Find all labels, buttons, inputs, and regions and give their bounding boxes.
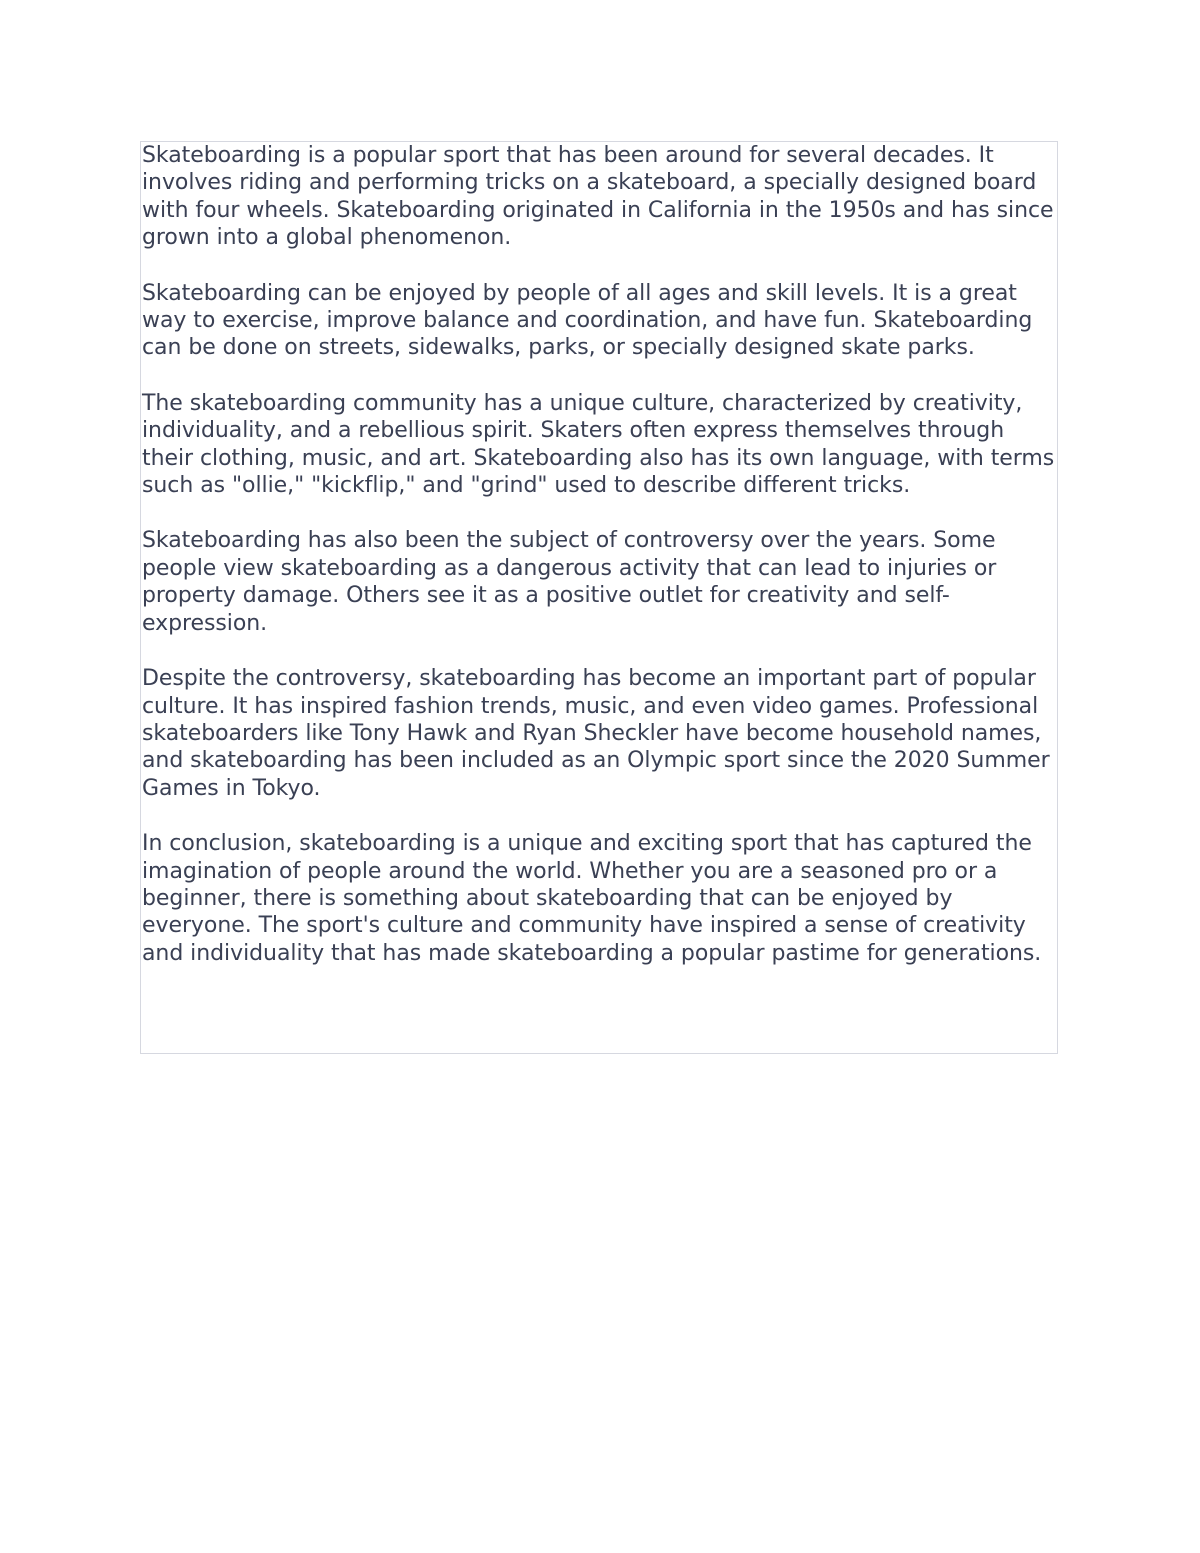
paragraph-intro: Skateboarding is a popular sport that has been around for several decades. It involves riding and performing tricks on a skateboard, a specially designed board with four wheels. Skateboarding originated in California in the 1950s and has since grown into a global phenomenon. xyxy=(142,143,1054,251)
document-text-box xyxy=(140,141,1058,1054)
paragraph-culture: The skateboarding community has a unique culture, characterized by creativity, individuality, and a rebellious spirit. Skaters often express themselves through their clothing, music, and art. Skateboarding also has its own language, with terms such as "ollie," "kickflip," and "grind" used to describe different tricks. xyxy=(142,390,1055,499)
paragraph-controversy: Skateboarding has also been the subject of controversy over the years. Some people view skateboarding as a dangerous activity that can lead to injuries or property damage. Others see it as a positive outlet for creativity and self-expression. xyxy=(142,528,997,636)
paragraph-popular-culture: Despite the controversy, skateboarding has become an important part of popular culture. It has inspired fashion trends, music, and even video games. Professional skateboarders like Tony Hawk and Ryan Sheckler have become household names, and skateboarding has been included as an Olympic sport since the 2020 Summer Games in Tokyo. xyxy=(142,666,1050,801)
paragraph-enjoyment: Skateboarding can be enjoyed by people of all ages and skill levels. It is a great way to exercise, improve balance and coordination, and have fun. Skateboarding can be done on streets, sidewalks, parks, or specially designed skate parks. xyxy=(142,280,1033,361)
paragraph-conclusion: In conclusion, skateboarding is a unique and exciting sport that has captured the imagination of people around the world. Whether you are a seasoned pro or a beginner, there is something about skateboarding that can be enjoyed by everyone. The sport's culture and community have inspired a sense of creativity and individuality that has made skateboarding a popular pastime for generations. xyxy=(142,831,1042,966)
